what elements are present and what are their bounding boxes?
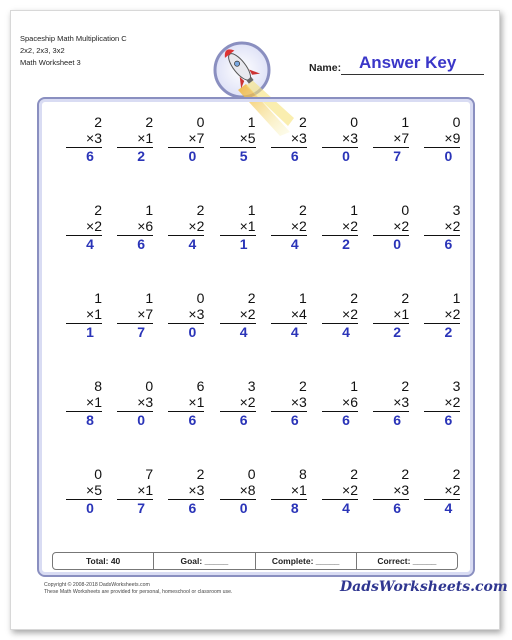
answer: 7 bbox=[137, 324, 146, 340]
multiplier: ×9 bbox=[424, 130, 460, 148]
multiplicand: 2 bbox=[350, 466, 358, 482]
multiplicand: 7 bbox=[145, 466, 154, 482]
multiplier: ×2 bbox=[322, 218, 358, 236]
multiplicand: 1 bbox=[145, 290, 154, 306]
multiplicand: 1 bbox=[452, 290, 461, 306]
multiplicand: 1 bbox=[350, 202, 358, 218]
answer: 8 bbox=[86, 412, 94, 428]
answer: 1 bbox=[239, 236, 248, 252]
multiplicand: 2 bbox=[401, 466, 410, 482]
problem-4-4 bbox=[220, 378, 256, 429]
problem-5-2 bbox=[117, 466, 153, 517]
answer: 2 bbox=[342, 236, 350, 252]
answer: 4 bbox=[188, 236, 197, 252]
answer: 5 bbox=[239, 148, 248, 164]
answer: 0 bbox=[393, 236, 402, 252]
multiplicand: 2 bbox=[401, 290, 410, 306]
multiplicand: 3 bbox=[247, 378, 256, 394]
multiplier: ×1 bbox=[168, 394, 204, 412]
copyright-line: Copyright © 2008-2018 DadsWorksheets.com bbox=[44, 582, 150, 588]
name-field bbox=[309, 53, 484, 76]
multiplicand: 1 bbox=[299, 290, 307, 306]
answer: 0 bbox=[239, 500, 248, 516]
problem-2-7 bbox=[373, 202, 409, 253]
multiplicand: 2 bbox=[94, 202, 102, 218]
problem-3-3 bbox=[168, 290, 204, 341]
multiplicand: 0 bbox=[247, 466, 256, 482]
problem-5-1 bbox=[66, 466, 102, 517]
problem-5-3 bbox=[168, 466, 204, 517]
problem-3-7 bbox=[373, 290, 409, 341]
multiplier: ×6 bbox=[322, 394, 358, 412]
problem-3-6 bbox=[322, 290, 358, 341]
answer: 6 bbox=[188, 412, 197, 428]
problem-4-1 bbox=[66, 378, 102, 429]
total-cell: Total: 40 bbox=[53, 553, 154, 569]
answer: 4 bbox=[239, 324, 248, 340]
multiplier: ×3 bbox=[66, 130, 102, 148]
answer: 6 bbox=[290, 148, 299, 164]
problem-5-4 bbox=[220, 466, 256, 517]
problem-1-5 bbox=[271, 114, 307, 165]
problem-4-6 bbox=[322, 378, 358, 429]
answer: 0 bbox=[86, 500, 94, 516]
worksheet-facts: 2x2, 2x3, 3x2 bbox=[20, 46, 65, 55]
multiplicand: 1 bbox=[94, 290, 102, 306]
answer: 4 bbox=[342, 500, 350, 516]
answer: 4 bbox=[290, 324, 299, 340]
problem-2-4 bbox=[220, 202, 256, 253]
multiplier: ×7 bbox=[373, 130, 409, 148]
answer: 6 bbox=[86, 148, 94, 164]
multiplicand: 3 bbox=[452, 202, 461, 218]
multiplicand: 0 bbox=[401, 202, 410, 218]
problem-1-6 bbox=[322, 114, 358, 165]
multiplier: ×5 bbox=[66, 482, 102, 500]
problem-4-7 bbox=[373, 378, 409, 429]
problem-2-3 bbox=[168, 202, 204, 253]
answer: 0 bbox=[188, 324, 197, 340]
goal-cell: Goal: _____ bbox=[154, 553, 255, 569]
multiplicand: 2 bbox=[196, 466, 205, 482]
multiplier: ×2 bbox=[66, 218, 102, 236]
multiplicand: 6 bbox=[196, 378, 205, 394]
problem-5-6 bbox=[322, 466, 358, 517]
answer: 2 bbox=[137, 148, 146, 164]
problem-1-7 bbox=[373, 114, 409, 165]
multiplicand: 0 bbox=[94, 466, 102, 482]
multiplicand: 2 bbox=[247, 290, 256, 306]
multiplicand: 2 bbox=[196, 202, 205, 218]
answer: 2 bbox=[444, 324, 453, 340]
multiplicand: 8 bbox=[94, 378, 102, 394]
multiplicand: 1 bbox=[350, 378, 358, 394]
multiplier: ×1 bbox=[66, 394, 102, 412]
multiplier: ×1 bbox=[271, 482, 307, 500]
multiplier: ×7 bbox=[168, 130, 204, 148]
multiplier: ×2 bbox=[322, 482, 358, 500]
answer: 4 bbox=[290, 236, 299, 252]
multiplier: ×2 bbox=[424, 482, 460, 500]
multiplicand: 1 bbox=[401, 114, 410, 130]
name-label: Name: bbox=[309, 62, 342, 74]
multiplier: ×3 bbox=[373, 394, 409, 412]
worksheet-header bbox=[20, 33, 127, 69]
multiplicand: 2 bbox=[350, 290, 358, 306]
answer: 6 bbox=[393, 412, 402, 428]
answer: 7 bbox=[393, 148, 402, 164]
multiplicand: 0 bbox=[196, 290, 205, 306]
multiplier: ×1 bbox=[66, 306, 102, 324]
multiplier: ×2 bbox=[271, 218, 307, 236]
multiplier: ×3 bbox=[322, 130, 358, 148]
multiplicand: 2 bbox=[401, 378, 410, 394]
problem-1-4 bbox=[220, 114, 256, 165]
answer: 4 bbox=[444, 500, 453, 516]
multiplier: ×3 bbox=[373, 482, 409, 500]
problem-3-4 bbox=[220, 290, 256, 341]
problem-4-3 bbox=[168, 378, 204, 429]
answer: 2 bbox=[393, 324, 402, 340]
answer: 1 bbox=[86, 324, 94, 340]
answer-key-title: Answer Key bbox=[359, 53, 457, 72]
multiplier: ×3 bbox=[271, 130, 307, 148]
multiplier: ×2 bbox=[220, 306, 256, 324]
multiplier: ×2 bbox=[322, 306, 358, 324]
multiplier: ×3 bbox=[271, 394, 307, 412]
problem-2-5 bbox=[271, 202, 307, 253]
multiplier: ×1 bbox=[117, 482, 153, 500]
problem-5-8 bbox=[424, 466, 460, 517]
answer: 0 bbox=[342, 148, 350, 164]
multiplier: ×8 bbox=[220, 482, 256, 500]
answer: 7 bbox=[137, 500, 146, 516]
brand-logo: DadsWorksheets.com bbox=[340, 579, 508, 595]
problem-2-1 bbox=[66, 202, 102, 253]
problem-1-2 bbox=[117, 114, 153, 165]
score-bar bbox=[52, 552, 458, 570]
answer: 6 bbox=[137, 236, 146, 252]
problem-4-2 bbox=[117, 378, 153, 429]
usage-line: These Math Worksheets are provided for personal, homeschool or classroom use. bbox=[44, 589, 233, 595]
multiplier: ×2 bbox=[424, 218, 460, 236]
multiplicand: 2 bbox=[299, 378, 307, 394]
problem-4-5 bbox=[271, 378, 307, 429]
answer: 0 bbox=[137, 412, 146, 428]
multiplicand: 1 bbox=[145, 202, 154, 218]
answer: 6 bbox=[393, 500, 402, 516]
multiplicand: 0 bbox=[196, 114, 205, 130]
answer: 6 bbox=[239, 412, 248, 428]
problem-4-8 bbox=[424, 378, 460, 429]
worksheet-title: Spaceship Math Multiplication C bbox=[20, 34, 127, 43]
problem-1-8 bbox=[424, 114, 460, 165]
complete-cell: Complete: _____ bbox=[256, 553, 357, 569]
multiplier: ×2 bbox=[168, 218, 204, 236]
multiplicand: 0 bbox=[452, 114, 461, 130]
problem-3-8 bbox=[424, 290, 460, 341]
multiplicand: 8 bbox=[299, 466, 307, 482]
problem-5-7 bbox=[373, 466, 409, 517]
multiplier: ×2 bbox=[220, 394, 256, 412]
worksheet-number: Math Worksheet 3 bbox=[20, 58, 81, 67]
multiplier: ×3 bbox=[168, 482, 204, 500]
problem-1-1 bbox=[66, 114, 102, 165]
answer: 8 bbox=[290, 500, 299, 516]
multiplier: ×6 bbox=[117, 218, 153, 236]
multiplier: ×3 bbox=[117, 394, 153, 412]
answer: 6 bbox=[290, 412, 299, 428]
problem-2-6 bbox=[322, 202, 358, 253]
answer: 4 bbox=[86, 236, 94, 252]
multiplier: ×3 bbox=[168, 306, 204, 324]
problem-5-5 bbox=[271, 466, 307, 517]
problem-2-2 bbox=[117, 202, 153, 253]
multiplier: ×1 bbox=[220, 218, 256, 236]
problem-1-3 bbox=[168, 114, 204, 165]
multiplicand: 0 bbox=[145, 378, 154, 394]
problem-2-8 bbox=[424, 202, 460, 253]
multiplicand: 1 bbox=[247, 202, 256, 218]
multiplier: ×4 bbox=[271, 306, 307, 324]
multiplicand: 2 bbox=[299, 202, 307, 218]
answer: 6 bbox=[444, 412, 453, 428]
answer: 0 bbox=[444, 148, 453, 164]
multiplicand: 2 bbox=[299, 114, 307, 130]
problem-3-5 bbox=[271, 290, 307, 341]
multiplier: ×1 bbox=[117, 130, 153, 148]
multiplicand: 1 bbox=[247, 114, 256, 130]
multiplicand: 3 bbox=[452, 378, 461, 394]
problems-panel bbox=[37, 97, 475, 577]
problem-3-2 bbox=[117, 290, 153, 341]
multiplier: ×1 bbox=[373, 306, 409, 324]
answer: 6 bbox=[342, 412, 350, 428]
multiplier: ×2 bbox=[424, 394, 460, 412]
multiplier: ×2 bbox=[424, 306, 460, 324]
multiplier: ×5 bbox=[220, 130, 256, 148]
answer: 4 bbox=[342, 324, 350, 340]
problem-3-1 bbox=[66, 290, 102, 341]
multiplier: ×7 bbox=[117, 306, 153, 324]
answer: 6 bbox=[444, 236, 453, 252]
answer: 0 bbox=[188, 148, 197, 164]
name-line bbox=[341, 74, 484, 75]
multiplier: ×2 bbox=[373, 218, 409, 236]
multiplicand: 2 bbox=[94, 114, 102, 130]
copyright-notice bbox=[44, 582, 232, 596]
multiplicand: 0 bbox=[350, 114, 358, 130]
correct-cell: Correct: _____ bbox=[377, 556, 437, 566]
answer: 6 bbox=[188, 500, 197, 516]
multiplicand: 2 bbox=[145, 114, 154, 130]
multiplicand: 2 bbox=[452, 466, 461, 482]
